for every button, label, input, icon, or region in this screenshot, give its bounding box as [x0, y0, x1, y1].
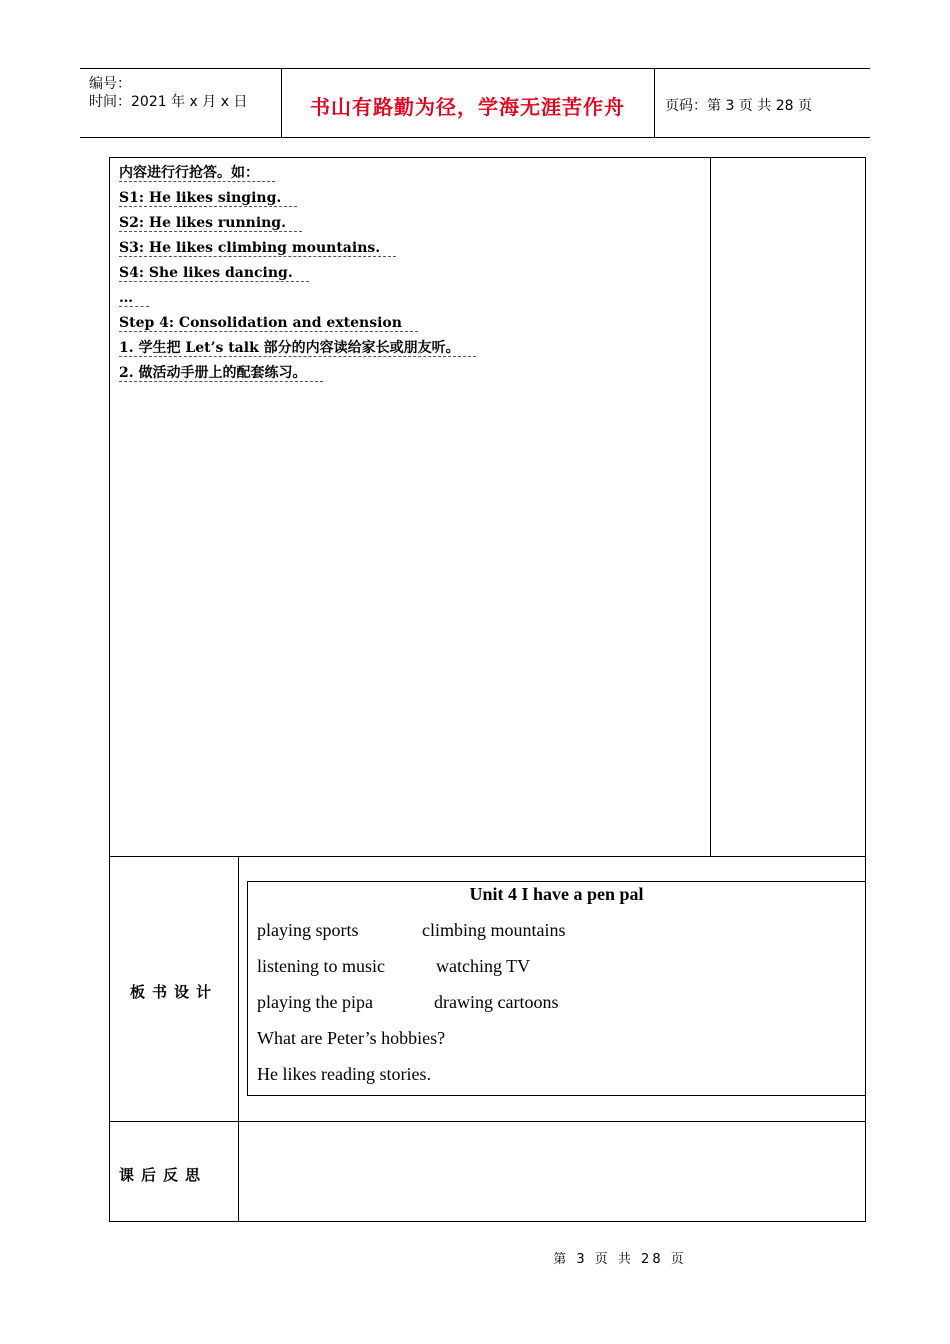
step-heading: Step 4: Consolidation and extension	[119, 312, 709, 337]
row-divider	[110, 1121, 865, 1122]
board-phrase: listening to music	[257, 956, 385, 976]
board-answer: He likes reading stories.	[257, 1064, 431, 1084]
label-column-divider	[238, 856, 239, 1222]
board-phrase: playing the pipa	[257, 992, 373, 1012]
row-divider	[110, 856, 865, 857]
header-meta	[80, 69, 282, 137]
step-line: S2: He likes running.	[119, 212, 709, 237]
header-motto-cell	[281, 69, 655, 137]
lesson-table	[109, 157, 866, 1222]
motto: 书山有路勤为径，学海无涯苦作舟	[310, 95, 625, 119]
step-line: 内容进行行抢答。如：	[119, 162, 709, 187]
board-phrase: drawing cartoons	[434, 992, 559, 1012]
step-line: S3: He likes climbing mountains.	[119, 237, 709, 262]
page-footer: 第 3 页 共 28 页	[553, 1252, 687, 1267]
step-line: 2. 做活动手册上的配套练习。	[119, 362, 709, 387]
board-design-label: 板书设计	[130, 983, 219, 1001]
reflection-label: 课后反思	[119, 1166, 208, 1184]
board-phrase: climbing mountains	[422, 920, 566, 940]
step-line: S4: She likes dancing.	[119, 262, 709, 287]
page-header	[80, 68, 870, 138]
step-line: …	[119, 287, 709, 312]
column-divider	[710, 158, 711, 856]
board-phrase: playing sports	[257, 920, 359, 940]
board-question: What are Peter’s hobbies?	[257, 1028, 446, 1048]
board-title: Unit 4 I have a pen pal	[469, 884, 644, 904]
step-line: S1: He likes singing.	[119, 187, 709, 212]
page-info: 页码：第 3 页 共 28 页	[665, 98, 812, 114]
blackboard-design	[247, 881, 866, 1096]
number-label: 编号：	[89, 76, 131, 92]
step-line: 1. 学生把 Let’s talk 部分的内容读给家长或朋友听。	[119, 337, 709, 362]
board-phrase: watching TV	[436, 956, 531, 976]
time-label: 时间：2021 年 x 月 x 日	[89, 94, 248, 110]
teaching-steps	[119, 162, 709, 387]
header-page-cell	[655, 69, 870, 137]
